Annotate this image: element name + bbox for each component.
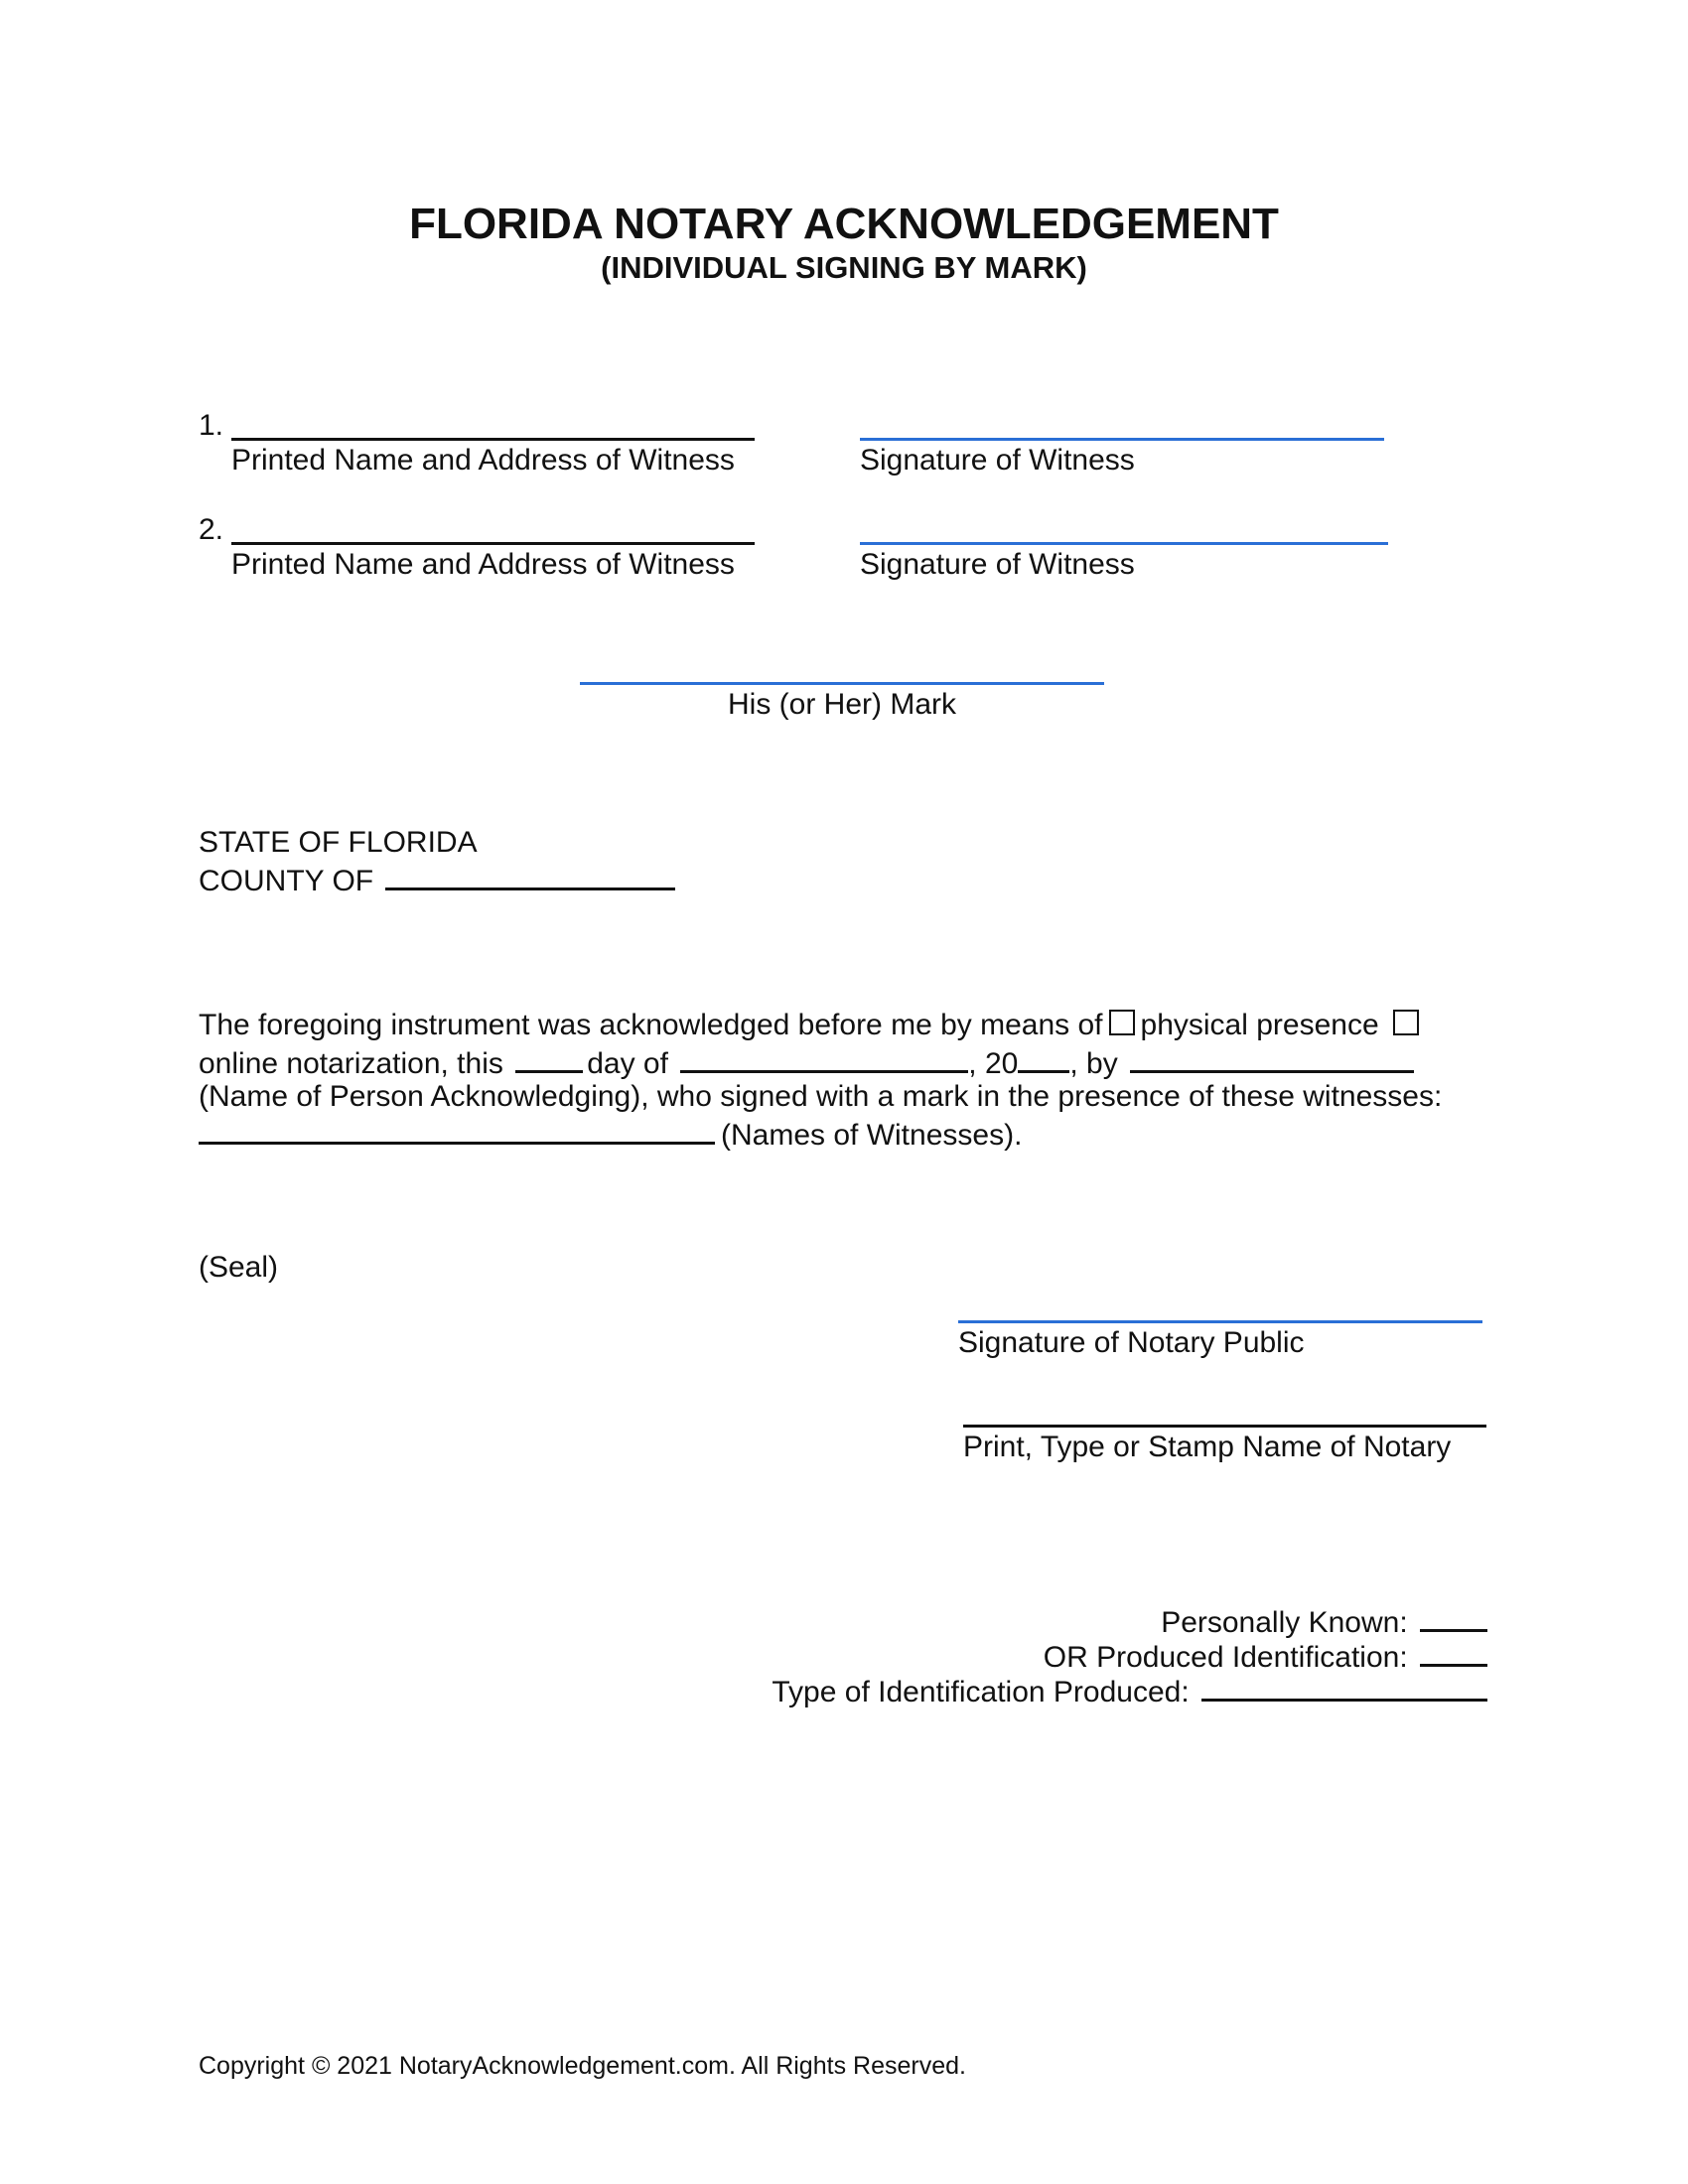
ack-text-names-of-witnesses: (Names of Witnesses). [721,1119,1023,1152]
ack-line-4 [199,1115,1489,1151]
copyright-footer: Copyright © 2021 NotaryAcknowledgement.com. All Rights Reserved. [199,2052,966,2080]
seal-label: (Seal) [199,1251,279,1284]
document-subtitle: (INDIVIDUAL SIGNING BY MARK) [601,250,1087,285]
witness-1-signature-label: Signature of Witness [860,444,1135,477]
notary-name-line[interactable] [963,1425,1486,1428]
id-type-blank[interactable] [1201,1672,1487,1702]
id-type-row [695,1672,1487,1710]
acknowledgment-paragraph [199,1008,1489,1151]
ack-text-by: , by [1069,1047,1118,1080]
ack-text-this: , this [440,1047,503,1080]
ack-text-day-of: day of [587,1047,668,1080]
witness-1-printed-name-line[interactable] [231,438,755,441]
ack-line-3: (Name of Person Acknowledging), who signed with a mark in the presence of these witnesses: [199,1080,1443,1113]
month-blank[interactable] [680,1043,968,1073]
county-label: COUNTY OF [199,865,374,897]
ack-line-1 [199,1008,1489,1043]
notary-signature-label: Signature of Notary Public [958,1326,1305,1359]
ack-text-year: , 20 [968,1047,1019,1080]
witness-1-printed-label: Printed Name and Address of Witness [231,444,735,477]
person-name-blank[interactable] [1130,1043,1414,1073]
physical-presence-checkbox[interactable] [1109,1010,1135,1035]
witness-2-printed-label: Printed Name and Address of Witness [231,548,735,581]
mark-line[interactable] [580,682,1104,685]
personally-known-blank[interactable] [1420,1602,1487,1632]
witness-1-number: 1. [199,409,224,442]
id-type-label: Type of Identification Produced: [772,1676,1190,1708]
online-notarization-label: online notarization [199,1047,441,1080]
ack-line-2 [199,1043,1489,1079]
county-row [199,861,675,899]
witness-2-signature-line[interactable] [860,542,1388,545]
online-notarization-checkbox[interactable] [1393,1010,1419,1035]
witness-2-signature-label: Signature of Witness [860,548,1135,581]
notary-name-label: Print, Type or Stamp Name of Notary [963,1431,1452,1463]
witness-1-signature-line[interactable] [860,438,1384,441]
county-blank[interactable] [385,861,675,890]
personally-known-label: Personally Known: [1161,1606,1408,1639]
produced-id-blank[interactable] [1420,1637,1487,1667]
witness-2-number: 2. [199,513,224,546]
ack-text-means: The foregoing instrument was acknowledged before me by means of [199,1009,1103,1041]
state-label: STATE OF FLORIDA [199,826,478,859]
personally-known-row [695,1602,1487,1641]
document-title: FLORIDA NOTARY ACKNOWLEDGEMENT [409,200,1279,248]
notary-signature-line[interactable] [958,1320,1482,1323]
mark-label: His (or Her) Mark [728,688,956,721]
year-blank[interactable] [1018,1043,1069,1073]
produced-id-row [695,1637,1487,1676]
witness-names-blank[interactable] [199,1115,715,1145]
produced-id-label: OR Produced Identification: [1043,1641,1408,1674]
physical-presence-label: physical presence [1140,1009,1379,1041]
witness-2-printed-name-line[interactable] [231,542,755,545]
day-blank[interactable] [515,1043,583,1073]
